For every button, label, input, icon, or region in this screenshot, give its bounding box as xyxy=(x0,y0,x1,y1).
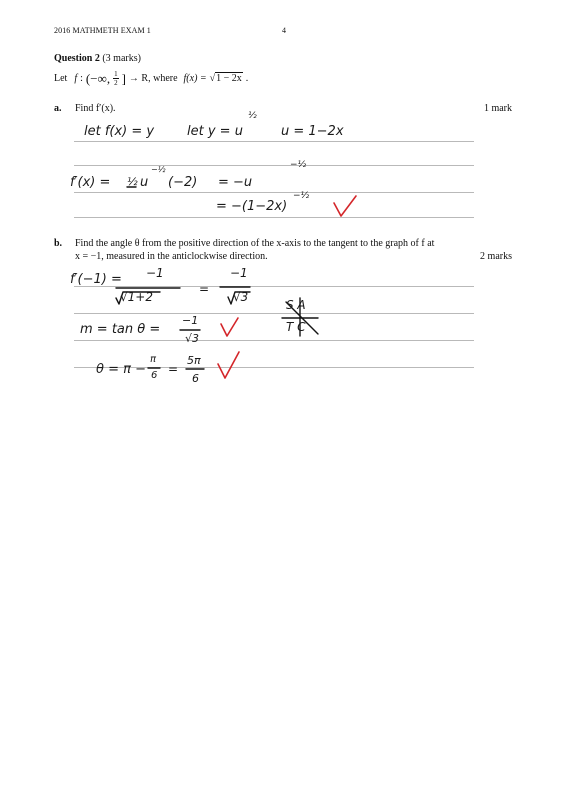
hw-b-m-tan: m = tan θ = xyxy=(80,322,161,337)
part-b-marks: 2 marks xyxy=(480,251,512,262)
hw-a-neg-u-exp: −½ xyxy=(290,160,307,170)
ink-strokes xyxy=(116,187,318,369)
hw-b-quadrant-bottom: T C xyxy=(286,320,306,334)
hw-a-final: = −(1−2x) xyxy=(216,199,288,214)
hw-a-let-fx: let f(x) = y xyxy=(84,124,155,139)
domain-left: (−∞, xyxy=(85,70,111,86)
hw-a-half: ½ xyxy=(127,175,138,188)
definition-colon: : xyxy=(80,73,83,84)
hw-a-u-def: u = 1−2x xyxy=(281,124,344,139)
hw-b-eq2: = xyxy=(168,362,179,376)
question-number: Question 2 xyxy=(54,53,100,64)
part-b-text-line1: Find the angle θ from the positive direction of the x-axis to the tangent to the graph of f at xyxy=(75,238,435,249)
tick-mark-icon xyxy=(221,318,238,336)
function-rule: f(x) = xyxy=(183,73,207,84)
definition-end: . xyxy=(245,73,249,84)
hw-a-minus2: (−2) xyxy=(168,175,198,190)
hw-b-six: 6 xyxy=(192,372,199,385)
hw-a-final-exp: −½ xyxy=(293,191,310,201)
hw-a-u-exp: −½ xyxy=(151,165,166,174)
exam-header-title: 2016 MATHMETH EXAM 1 xyxy=(54,26,151,35)
hw-a-neg-u: = −u xyxy=(218,175,253,190)
question-marks: (3 marks) xyxy=(102,53,141,64)
hw-a-u: u xyxy=(140,175,149,190)
arrow-codomain: → R, where xyxy=(128,73,178,84)
hw-b-den1: √1+2 xyxy=(120,290,153,304)
domain-right: ] xyxy=(121,70,126,86)
hw-a-fprime: f′(x) = xyxy=(70,175,111,190)
function-name: f xyxy=(74,73,78,84)
hw-b-theta: θ = π − xyxy=(96,362,146,377)
hw-a-let-y: let y = u xyxy=(187,124,243,139)
hw-a-exp-half: ½ xyxy=(248,111,257,121)
hw-b-5pi: 5π xyxy=(187,354,201,367)
part-a-letter: a. xyxy=(54,103,62,114)
hw-b-den3: √3 xyxy=(185,332,200,345)
hw-b-pi-num: π xyxy=(150,354,157,365)
hw-b-num3: −1 xyxy=(182,314,199,327)
definition-prefix: Let xyxy=(54,73,68,84)
hw-b-den2: √3 xyxy=(233,290,249,304)
hw-b-pi-den: 6 xyxy=(151,370,158,381)
part-a-marks: 1 mark xyxy=(483,103,512,114)
part-b-letter: b. xyxy=(54,238,63,249)
radicand: 1 − 2x xyxy=(216,73,242,84)
hw-b-eq: = xyxy=(199,282,210,296)
domain-fraction-numerator: 1 xyxy=(114,70,118,78)
sqrt-symbol: √1 − 2x xyxy=(209,73,242,84)
hw-b-fprime-minus1: f′(−1) = xyxy=(70,272,122,287)
hw-b-num2: −1 xyxy=(230,266,248,280)
page-number: 4 xyxy=(282,26,286,35)
hw-b-num1: −1 xyxy=(146,266,164,280)
tick-mark-icon xyxy=(334,196,356,216)
hw-b-quadrant-top: S A xyxy=(286,298,306,312)
tick-mark-icon xyxy=(218,352,239,378)
part-b-text-line2: x = −1, measured in the anticlockwise direction. xyxy=(75,251,268,262)
domain-fraction-denominator: 2 xyxy=(114,79,118,87)
part-a-text: Find f′(x). xyxy=(75,103,116,114)
